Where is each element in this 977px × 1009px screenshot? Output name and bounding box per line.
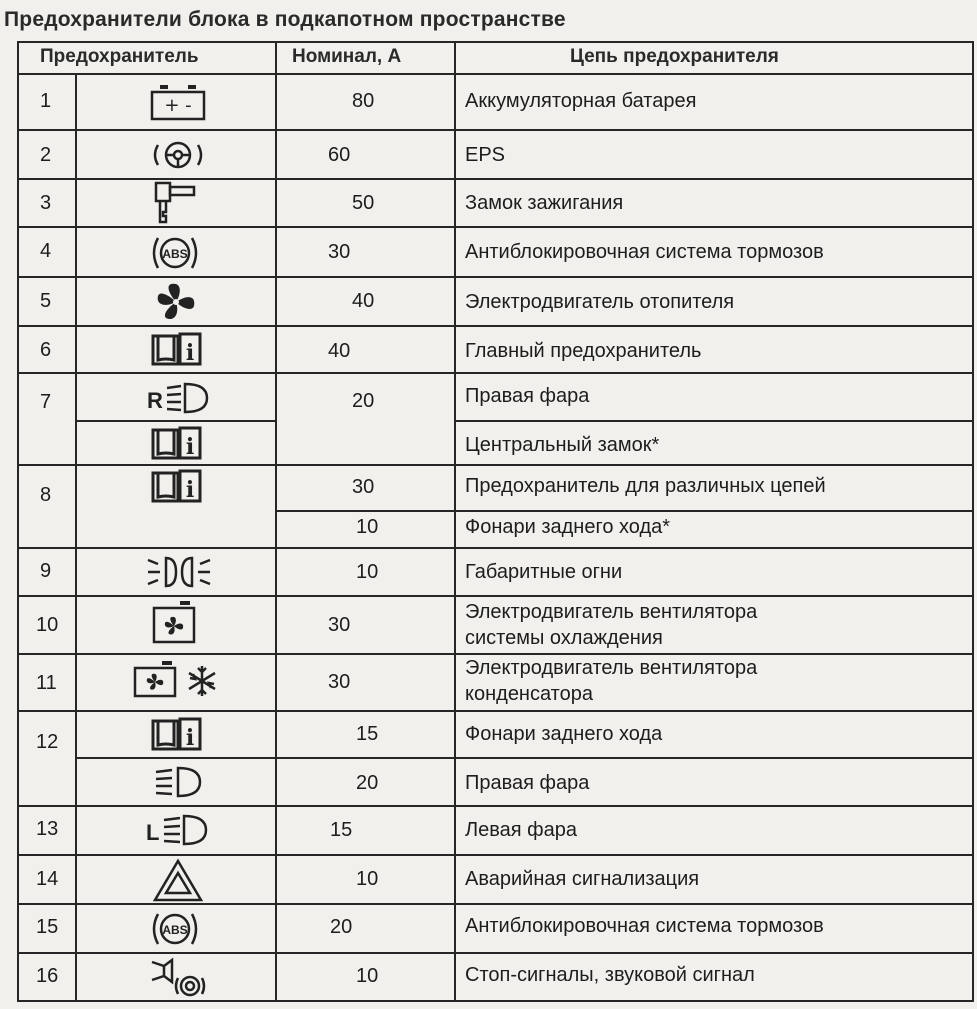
fuse-number: 11 (36, 672, 57, 694)
fuse-circuit: Стоп-сигналы, звуковой сигнал (465, 964, 755, 986)
fuse-circuit: Антиблокировочная система тормозов (465, 915, 824, 937)
svg-text:ABS: ABS (162, 923, 188, 937)
fuse-rating: 30 (328, 614, 351, 636)
svg-text:R: R (147, 388, 163, 413)
fuse-rating: 80 (352, 90, 375, 112)
fuse-number: 14 (36, 868, 59, 890)
fuse-rating: 30 (328, 671, 351, 693)
fuse-rating: 10 (356, 561, 379, 583)
manual-info-icon (150, 467, 204, 505)
fuse-rating: 50 (352, 192, 375, 214)
fuse-number: 9 (40, 560, 52, 582)
page-title: Предохранители блока в подкапотном пространстве (4, 8, 566, 31)
fuse-circuit: Габаритные огни (465, 561, 623, 583)
fuse-circuit: EPS (465, 144, 506, 166)
fan-icon (152, 280, 200, 324)
manual-info-icon (150, 424, 204, 462)
fuse-rating: 20 (330, 916, 353, 938)
horn-stop-icon (148, 956, 208, 998)
hazard-triangle-icon (152, 858, 204, 904)
svg-text:i: i (185, 725, 195, 751)
fuse-circuit: Аккумуляторная батарея (465, 90, 697, 112)
fuse-rating: 10 (356, 868, 379, 890)
fuse-number: 13 (36, 818, 59, 840)
fuse-circuit: Фонари заднего хода (465, 723, 663, 745)
fuse-number: 6 (40, 339, 52, 361)
fuse-number: 7 (40, 391, 52, 413)
condenser-fan-icon (132, 660, 224, 700)
manual-info-icon (150, 330, 204, 368)
abs-icon (150, 906, 200, 952)
radiator-fan-icon (150, 600, 200, 646)
fuse-sub-rating: 20 (356, 772, 379, 794)
fuse-number: 10 (36, 614, 59, 636)
fuse-rating: 15 (356, 723, 379, 745)
fuse-number: 3 (40, 192, 52, 214)
fuse-number: 2 (40, 144, 52, 166)
fuse-circuit: Правая фара (465, 385, 590, 407)
abs-icon (150, 230, 200, 276)
left-headlight-icon (144, 810, 210, 850)
fuse-rating: 30 (328, 241, 351, 263)
fuse-circuit: Главный предохранитель (465, 340, 702, 362)
fuse-rating: 30 (352, 476, 375, 498)
fuse-rating: 40 (328, 340, 351, 362)
fuse-circuit: Предохранитель для различных цепей (465, 475, 826, 497)
fuse-number: 15 (36, 916, 59, 938)
fuse-number: 12 (36, 731, 59, 753)
header-rating: Номинал, А (292, 46, 402, 67)
fuse-number: 16 (36, 965, 59, 987)
fuse-circuit: Электродвигатель вентилятора (465, 657, 758, 679)
header-circuit: Цепь предохранителя (570, 46, 779, 67)
fuse-circuit: Антиблокировочная система тормозов (465, 241, 824, 263)
fuse-circuit: Замок зажигания (465, 192, 624, 214)
fuse-number: 5 (40, 290, 52, 312)
fuse-number: 4 (40, 240, 52, 262)
fuse-circuit-line2: системы охлаждения (465, 627, 663, 649)
fuse-rating: 10 (356, 965, 379, 987)
fuse-sub-circuit: Фонари заднего хода* (465, 516, 671, 538)
fuse-circuit: Электродвигатель вентилятора (465, 601, 758, 623)
fuse-sub-circuit: Центральный замок* (465, 434, 660, 456)
fuse-sub-rating: 10 (356, 516, 379, 538)
fuse-number: 8 (40, 484, 52, 506)
svg-text:i: i (185, 477, 195, 503)
eps-steering-icon (150, 137, 206, 173)
ignition-key-icon (150, 180, 200, 226)
manual-info-icon (150, 715, 204, 753)
fuse-circuit: Аварийная сигнализация (465, 868, 700, 890)
header-fuse: Предохранитель (40, 46, 199, 67)
fuse-rating: 15 (330, 819, 353, 841)
battery-icon (150, 84, 206, 122)
svg-text:+ -: + - (164, 95, 192, 116)
right-headlight-icon (145, 378, 211, 418)
fuse-circuit-line2: конденсатора (465, 683, 593, 705)
svg-text:ABS: ABS (162, 247, 188, 261)
fuse-number: 1 (40, 90, 52, 112)
fuse-rating: 60 (328, 144, 351, 166)
svg-text:i: i (185, 434, 195, 460)
parking-lights-icon (146, 552, 212, 592)
fuse-rating: 40 (352, 290, 375, 312)
svg-text:L: L (146, 820, 160, 845)
svg-text:i: i (185, 340, 195, 366)
headlight-icon (152, 762, 204, 802)
fuse-circuit: Левая фара (465, 819, 577, 841)
fuse-circuit: Электродвигатель отопителя (465, 291, 735, 313)
fuse-rating: 20 (352, 390, 375, 412)
fuse-sub-circuit: Правая фара (465, 772, 590, 794)
